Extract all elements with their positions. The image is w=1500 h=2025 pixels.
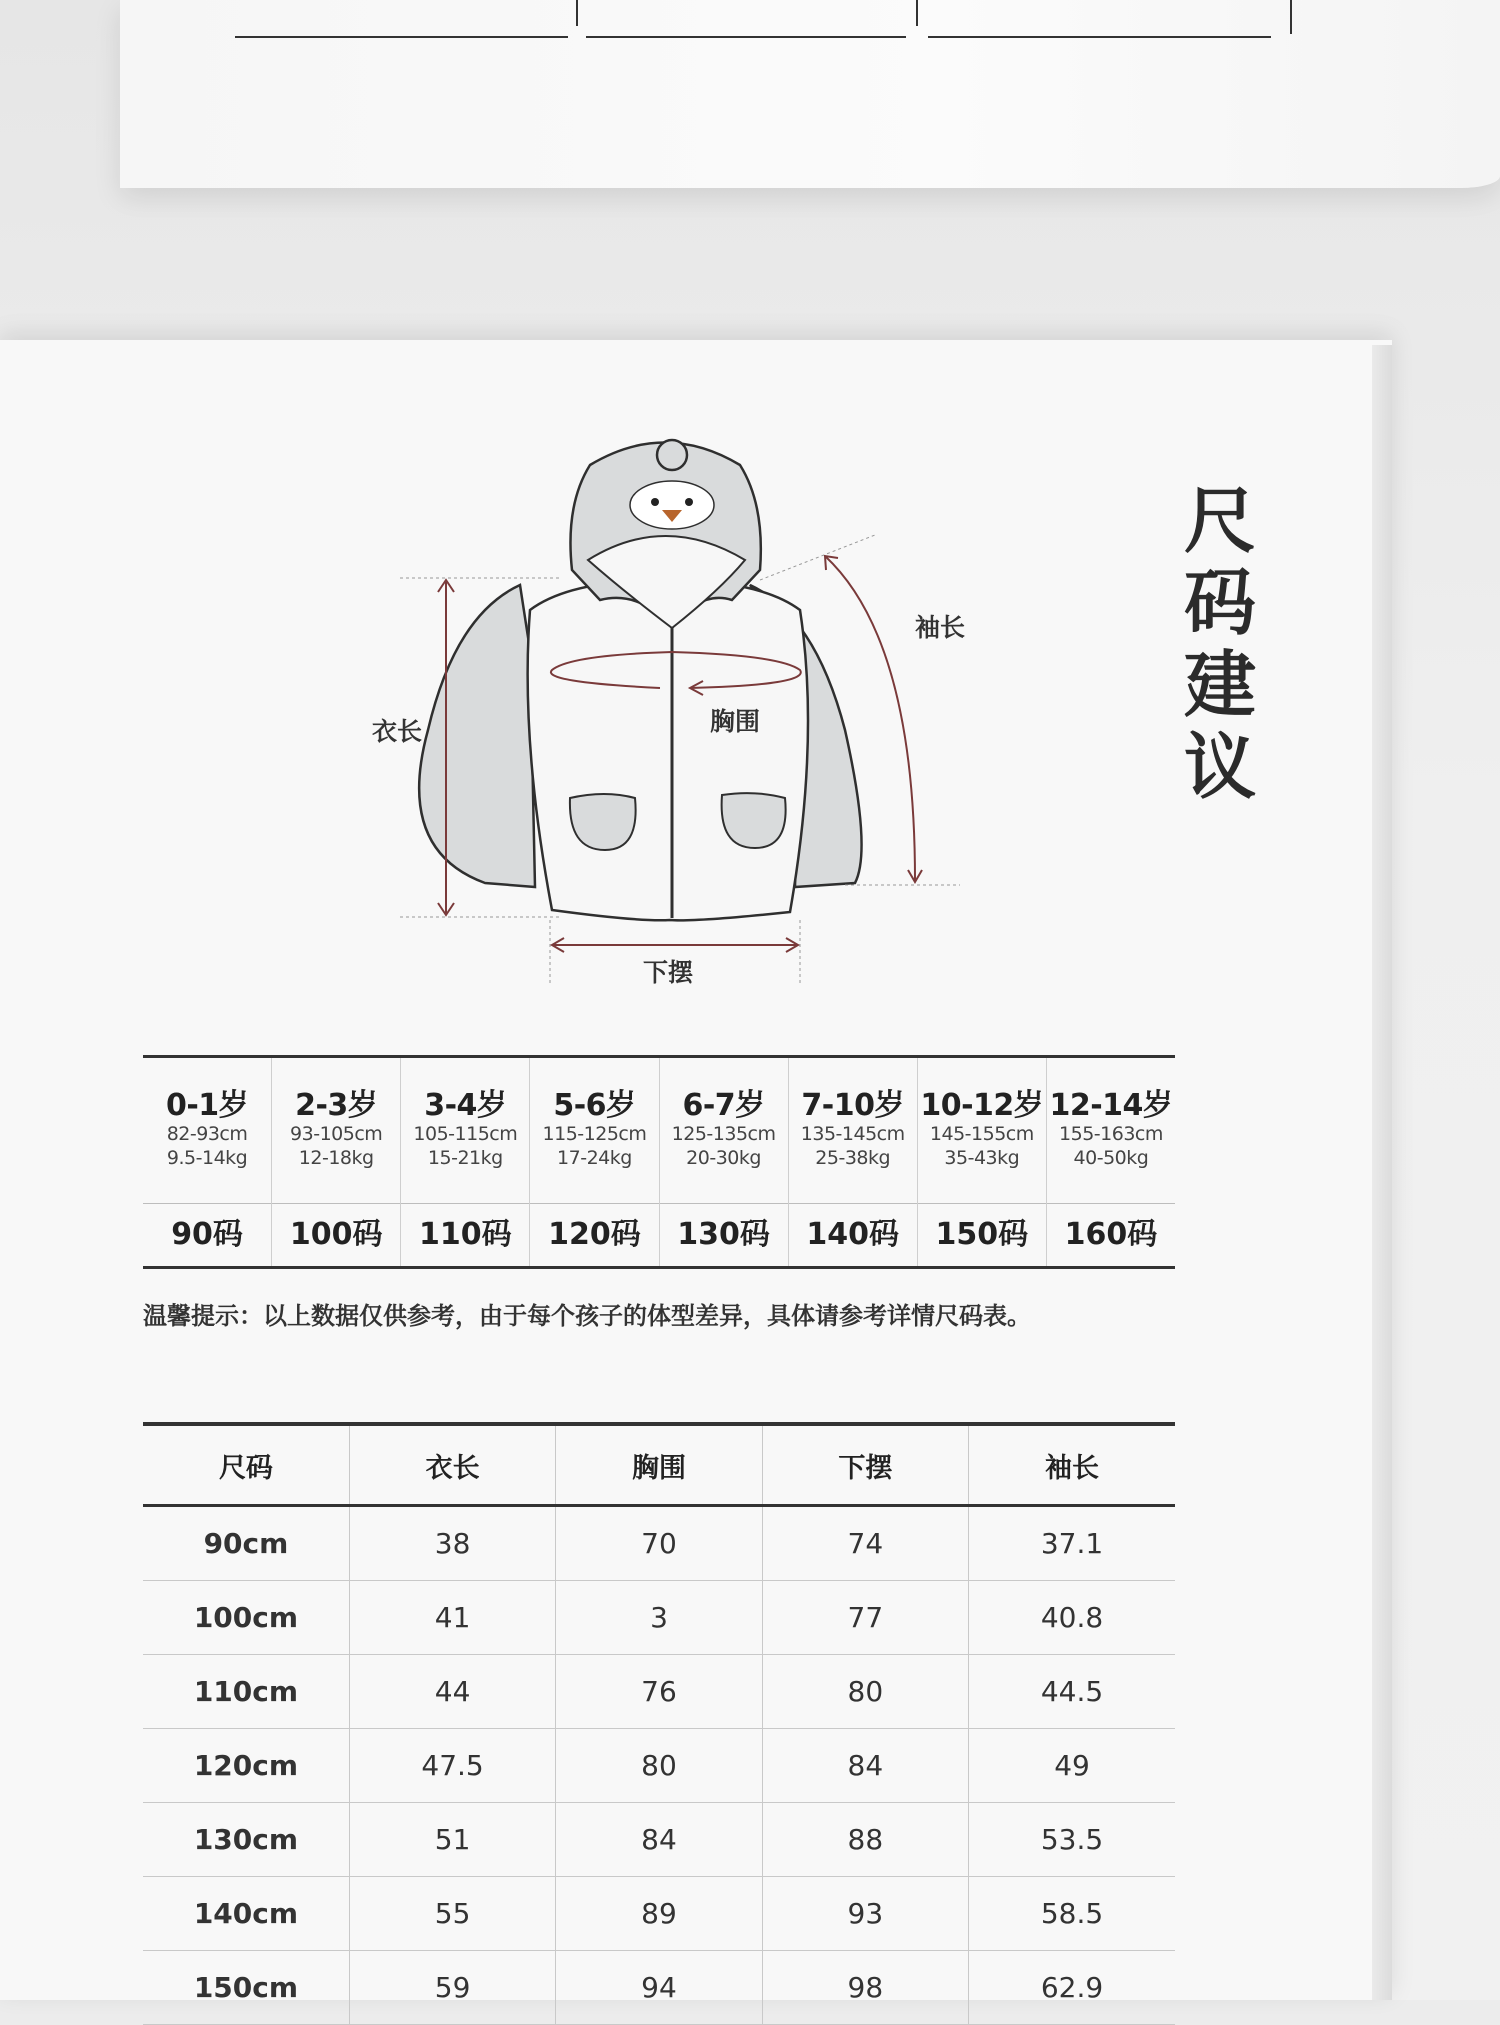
size-cell: 100cm — [143, 1581, 349, 1655]
weight-range: 40-50kg — [1073, 1147, 1149, 1169]
age-range: 3-4岁 — [424, 1088, 507, 1123]
sleeve-cell: 53.5 — [969, 1803, 1175, 1877]
form-line — [928, 36, 1271, 38]
age-column — [143, 1058, 271, 1266]
age-info — [918, 1058, 1046, 1204]
size-cell: 110cm — [143, 1655, 349, 1729]
hem-cell: 98 — [762, 1951, 968, 2025]
table-row — [143, 1877, 1175, 1951]
height-range: 82-93cm — [166, 1123, 248, 1145]
sleeve-cell: 49 — [969, 1729, 1175, 1803]
hem-cell: 84 — [762, 1729, 968, 1803]
sleeve-cell: 62.9 — [969, 1951, 1175, 2025]
sleeve-guide-top — [760, 535, 875, 580]
sleeve-cell: 40.8 — [969, 1581, 1175, 1655]
chest-cell: 70 — [556, 1506, 762, 1581]
tip-note: 温馨提示：以上数据仅供参考，由于每个孩子的体型差异，具体请参考详情尺码表。 — [143, 1302, 1031, 1330]
title-char: 码 — [1183, 561, 1256, 645]
hem-label: 下摆 — [643, 958, 694, 987]
table-row — [143, 1803, 1175, 1877]
age-range: 2-3岁 — [295, 1088, 378, 1123]
left-sleeve — [419, 585, 535, 887]
age-info — [660, 1058, 788, 1204]
title-char: 议 — [1183, 725, 1256, 809]
header-hem: 下摆 — [762, 1424, 968, 1506]
table-row — [143, 1506, 1175, 1581]
header-size: 尺码 — [143, 1424, 349, 1506]
chest-cell: 89 — [556, 1877, 762, 1951]
penguin-eye — [651, 498, 659, 506]
size-value: 150码 — [935, 1217, 1029, 1252]
height-range: 155-163cm — [1059, 1123, 1163, 1145]
age-column — [271, 1058, 400, 1266]
length-cell: 51 — [349, 1803, 555, 1877]
header-sleeve: 袖长 — [969, 1424, 1175, 1506]
hem-cell: 80 — [762, 1655, 968, 1729]
length-cell: 55 — [349, 1877, 555, 1951]
size-cell: 90cm — [143, 1506, 349, 1581]
sleeve-label: 袖长 — [915, 613, 966, 642]
header-chest: 胸围 — [556, 1424, 762, 1506]
jacket-measurement-diagram — [360, 430, 980, 1010]
sleeve-cell: 37.1 — [969, 1506, 1175, 1581]
height-range: 105-115cm — [413, 1123, 518, 1145]
age-range: 5-6岁 — [553, 1088, 636, 1123]
size-value: 90码 — [171, 1217, 243, 1252]
weight-range: 12-18kg — [298, 1147, 374, 1169]
chest-cell: 80 — [556, 1729, 762, 1803]
table-row — [143, 1655, 1175, 1729]
height-range: 115-125cm — [542, 1123, 647, 1145]
size-value: 110码 — [419, 1217, 512, 1252]
table-row — [143, 1581, 1175, 1655]
age-column — [400, 1058, 529, 1266]
size-cell: 150cm — [143, 1951, 349, 2025]
age-range: 12-14岁 — [1049, 1088, 1173, 1123]
form-divider — [1290, 0, 1292, 34]
hem-cell: 93 — [762, 1877, 968, 1951]
form-line — [586, 36, 906, 38]
height-range: 145-155cm — [929, 1123, 1034, 1145]
chest-cell: 94 — [556, 1951, 762, 2025]
age-column — [529, 1058, 658, 1266]
form-divider — [916, 0, 918, 26]
height-range: 135-145cm — [800, 1123, 905, 1145]
table-row — [143, 1951, 1175, 2025]
age-info — [272, 1058, 400, 1204]
chest-cell: 84 — [556, 1803, 762, 1877]
age-info — [530, 1058, 658, 1204]
weight-range: 15-21kg — [427, 1147, 503, 1169]
age-range: 6-7岁 — [682, 1088, 765, 1123]
length-label: 衣长 — [372, 717, 423, 746]
age-range: 7-10岁 — [801, 1088, 904, 1123]
hem-cell: 77 — [762, 1581, 968, 1655]
paper-edge — [1372, 345, 1392, 2000]
age-column — [1046, 1058, 1175, 1266]
top-paper-sheet — [120, 0, 1500, 188]
age-column — [788, 1058, 917, 1266]
weight-range: 20-30kg — [686, 1147, 761, 1169]
length-cell: 44 — [349, 1655, 555, 1729]
title-char: 建 — [1183, 643, 1256, 727]
size-cell: 140cm — [143, 1877, 349, 1951]
length-cell: 38 — [349, 1506, 555, 1581]
size-value: 160码 — [1064, 1217, 1158, 1252]
height-range: 93-105cm — [290, 1123, 383, 1145]
age-info — [143, 1058, 271, 1204]
measurement-table — [143, 1422, 1175, 2025]
age-info — [789, 1058, 917, 1204]
weight-range: 25-38kg — [815, 1147, 891, 1169]
pompom — [657, 440, 687, 470]
sleeve-cell: 44.5 — [969, 1655, 1175, 1729]
chest-cell: 76 — [556, 1655, 762, 1729]
length-cell: 47.5 — [349, 1729, 555, 1803]
form-divider — [576, 0, 578, 26]
penguin-eye — [685, 498, 693, 506]
header-length: 衣长 — [349, 1424, 555, 1506]
age-info — [401, 1058, 529, 1204]
age-range: 0-1岁 — [165, 1088, 249, 1123]
jacket-body — [528, 580, 808, 920]
length-cell: 41 — [349, 1581, 555, 1655]
height-range: 125-135cm — [671, 1123, 776, 1145]
right-pocket — [722, 793, 786, 848]
age-range: 10-12岁 — [920, 1088, 1044, 1123]
size-value: 120码 — [548, 1217, 641, 1252]
hem-cell: 74 — [762, 1506, 968, 1581]
age-column — [659, 1058, 788, 1266]
age-size-table — [143, 1055, 1175, 1269]
table-row — [143, 1729, 1175, 1803]
chest-label: 胸围 — [710, 707, 761, 736]
hem-cell: 88 — [762, 1803, 968, 1877]
size-value: 140码 — [806, 1217, 899, 1252]
weight-range: 9.5-14kg — [166, 1147, 248, 1169]
size-value: 130码 — [677, 1217, 770, 1252]
table-header-row — [143, 1424, 1175, 1506]
length-cell: 59 — [349, 1951, 555, 2025]
size-cell: 130cm — [143, 1803, 349, 1877]
form-line — [235, 36, 568, 38]
sleeve-cell: 58.5 — [969, 1877, 1175, 1951]
weight-range: 17-24kg — [557, 1147, 632, 1169]
jacket-illustration — [360, 430, 980, 1010]
title-char: 尺 — [1183, 479, 1256, 563]
page-title — [1180, 480, 1260, 808]
chest-cell: 3 — [556, 1581, 762, 1655]
size-value: 100码 — [289, 1217, 383, 1252]
weight-range: 35-43kg — [944, 1147, 1020, 1169]
size-cell: 120cm — [143, 1729, 349, 1803]
age-info — [1047, 1058, 1175, 1204]
age-column — [917, 1058, 1046, 1266]
